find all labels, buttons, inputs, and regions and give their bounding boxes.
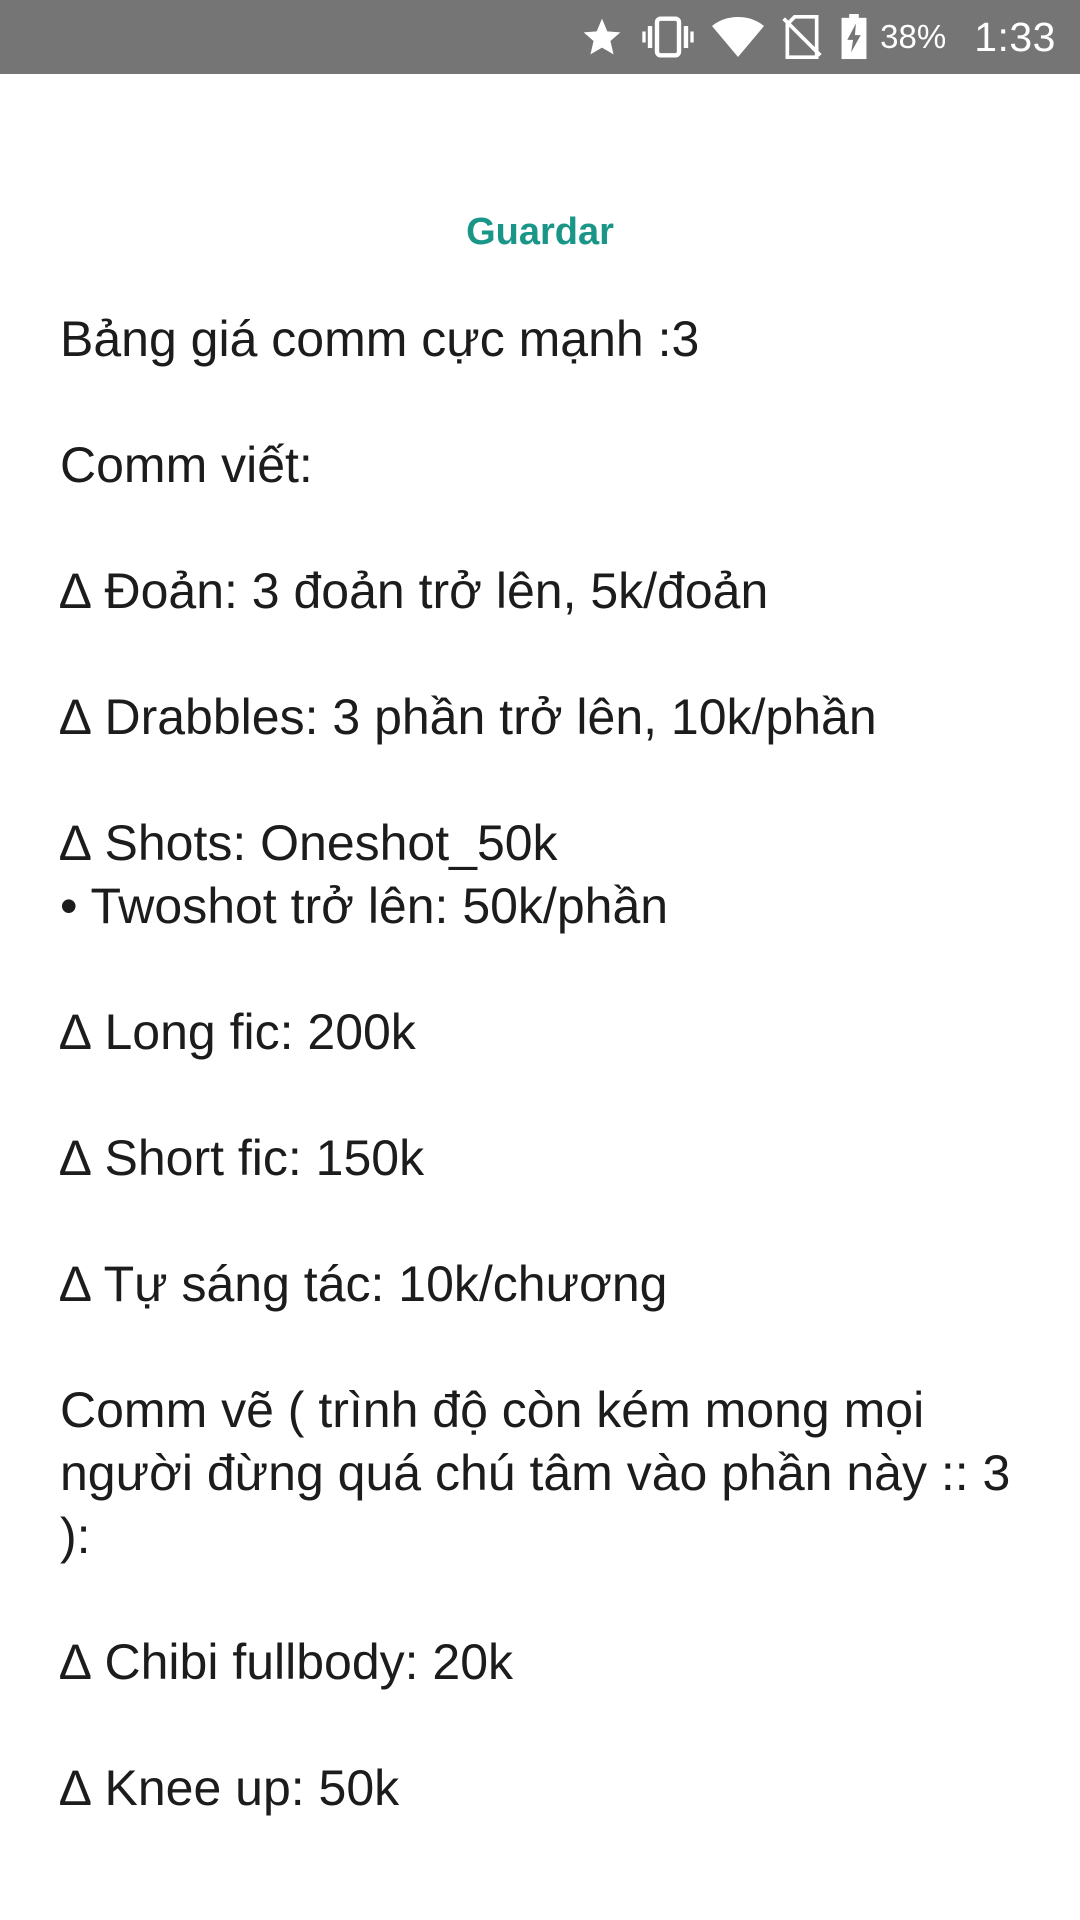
note-blank-line xyxy=(60,938,1030,1001)
note-line: ∆ Tự sáng tác: 10k/chương xyxy=(60,1256,668,1312)
note-line: ∆ Chibi fullbody: 20k xyxy=(60,1634,514,1690)
note-text-editor[interactable] xyxy=(60,308,1030,1820)
note-line: Comm viết: xyxy=(60,437,313,493)
battery-percent: 38% xyxy=(880,18,947,55)
note-blank-line xyxy=(60,623,1030,686)
note-blank-line xyxy=(60,1316,1030,1379)
battery-charging-icon xyxy=(840,0,868,74)
note-line: ∆ Short fic: 150k xyxy=(60,1130,425,1186)
star-icon xyxy=(580,0,624,74)
note-line: ∆ Đoản: 3 đoản trở lên, 5k/đoản xyxy=(60,563,769,619)
note-blank-line xyxy=(60,497,1030,560)
status-bar xyxy=(0,0,1080,74)
note-line: Comm vẽ ( trình độ còn kém mong mọi người đừng quá chú tâm vào phần này :: 3 ): xyxy=(60,1382,1025,1564)
note-blank-line xyxy=(60,371,1030,434)
note-blank-line xyxy=(60,1064,1030,1127)
save-button[interactable]: Guardar xyxy=(466,211,614,253)
note-blank-line xyxy=(60,1568,1030,1631)
note-blank-line xyxy=(60,1190,1030,1253)
clock-time: 1:33 xyxy=(974,13,1056,60)
note-blank-line xyxy=(60,1694,1030,1757)
no-sim-icon xyxy=(782,0,822,74)
note-line: ∆ Long fic: 200k xyxy=(60,1004,416,1060)
note-line: ∆ Shots: Oneshot_50k xyxy=(60,815,558,871)
wifi-icon xyxy=(712,0,764,74)
note-line: ∆ Knee up: 50k xyxy=(60,1760,400,1816)
note-line: • Twoshot trở lên: 50k/phần xyxy=(60,878,669,934)
note-line: ∆ Drabbles: 3 phần trở lên, 10k/phần xyxy=(60,689,877,745)
note-line: Bảng giá comm cực mạnh :3 xyxy=(60,311,700,367)
note-blank-line xyxy=(60,749,1030,812)
vibrate-icon xyxy=(642,0,694,74)
